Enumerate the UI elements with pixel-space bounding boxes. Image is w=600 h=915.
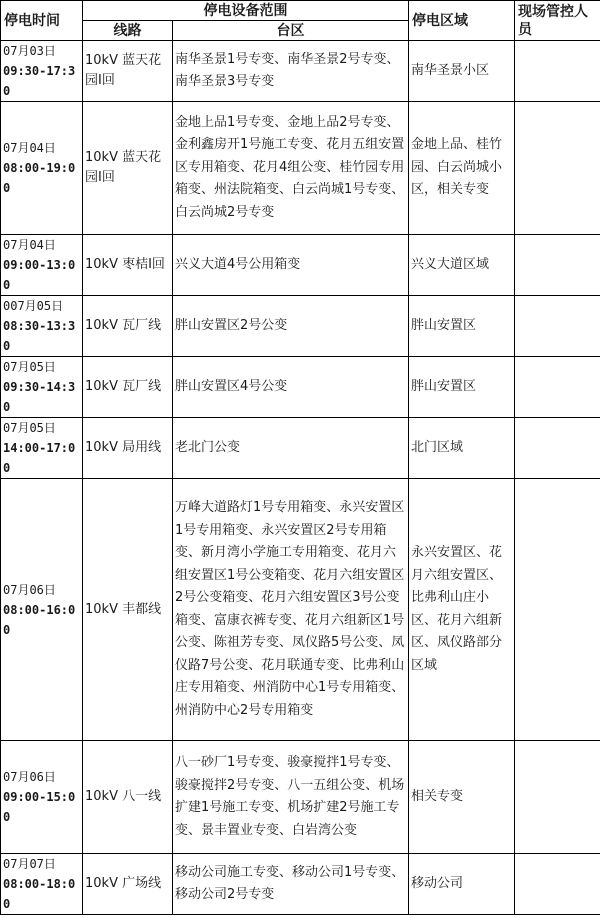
region-cell: 胖山安置区 <box>409 296 515 357</box>
header-area: 台区 <box>173 21 409 41</box>
header-line: 线路 <box>83 21 173 41</box>
region-cell: 胖山安置区 <box>409 357 515 418</box>
line-cell: 10kV 丰都线 <box>83 479 173 741</box>
outage-time-cell <box>1 741 83 854</box>
outage-time-cell <box>1 418 83 479</box>
control-cell <box>515 235 600 296</box>
header-outage-time: 停电时间 <box>1 1 83 41</box>
table-row <box>1 418 600 479</box>
outage-time-cell <box>1 854 83 915</box>
control-cell <box>515 102 600 235</box>
region-cell: 移动公司 <box>409 854 515 915</box>
control-cell <box>515 296 600 357</box>
outage-time-cell <box>1 235 83 296</box>
outage-date: 07月04日 <box>3 235 80 255</box>
control-cell <box>515 357 600 418</box>
header-equipment-scope: 停电设备范围 <box>83 1 409 21</box>
outage-date: 07月07日 <box>3 854 80 874</box>
line-cell: 10kV 蓝天花园I回 <box>83 41 173 102</box>
area-cell: 老北门公变 <box>173 418 409 479</box>
table-row <box>1 357 600 418</box>
outage-hours: 08:30-13:30 <box>3 316 80 356</box>
outage-hours: 14:00-17:00 <box>3 438 80 478</box>
outage-date: 07月03日 <box>3 41 80 61</box>
header-onsite-control: 现场管控人员 <box>515 1 600 41</box>
outage-hours: 09:30-14:30 <box>3 377 80 417</box>
outage-date: 007月05日 <box>3 296 80 316</box>
area-cell: 胖山安置区2号公变 <box>173 296 409 357</box>
region-cell: 永兴安置区、花月六组安置区、比弗利山庄小区、花月六组新区、凤仪路部分区域 <box>409 479 515 741</box>
outage-time-cell <box>1 479 83 741</box>
line-cell: 10kV 瓦厂线 <box>83 296 173 357</box>
outage-date: 07月05日 <box>3 357 80 377</box>
header-outage-region: 停电区域 <box>409 1 515 41</box>
control-cell <box>515 41 600 102</box>
outage-hours: 09:00-13:00 <box>3 255 80 295</box>
area-cell: 南华圣景1号专变、南华圣景2号专变、南华圣景3号专变 <box>173 41 409 102</box>
outage-hours: 08:00-16:00 <box>3 600 80 640</box>
outage-hours: 09:30-17:30 <box>3 61 80 101</box>
line-cell: 10kV 局用线 <box>83 418 173 479</box>
outage-hours: 08:00-19:00 <box>3 158 80 198</box>
control-cell <box>515 854 600 915</box>
region-cell: 金地上品、桂竹园、白云尚城小区，相关专变 <box>409 102 515 235</box>
region-cell: 兴义大道区域 <box>409 235 515 296</box>
table-row <box>1 41 600 102</box>
region-cell: 南华圣景小区 <box>409 41 515 102</box>
outage-date: 07月06日 <box>3 767 80 787</box>
region-cell: 相关专变 <box>409 741 515 854</box>
outage-time-cell <box>1 357 83 418</box>
table-row <box>1 296 600 357</box>
line-cell: 10kV 瓦厂线 <box>83 357 173 418</box>
area-cell: 胖山安置区4号公变 <box>173 357 409 418</box>
outage-time-cell <box>1 41 83 102</box>
table-row <box>1 479 600 741</box>
area-cell: 八一砂厂1号专变、骏豪搅拌1号专变、骏豪搅拌2号专变、八一五组公变、机场扩建1号施工专变、机场扩建2号施工专变、景丰置业专变、白岩湾公变 <box>173 741 409 854</box>
table-row <box>1 102 600 235</box>
line-cell: 10kV 蓝天花园I回 <box>83 102 173 235</box>
outage-date: 07月05日 <box>3 418 80 438</box>
table-row <box>1 235 600 296</box>
table-row <box>1 854 600 915</box>
outage-hours: 09:00-15:00 <box>3 787 80 827</box>
outage-hours: 08:00-18:00 <box>3 874 80 914</box>
line-cell: 10kV 八一线 <box>83 741 173 854</box>
region-cell: 北门区域 <box>409 418 515 479</box>
outage-date: 07月04日 <box>3 138 80 158</box>
outage-time-cell <box>1 102 83 235</box>
area-cell: 兴义大道4号公用箱变 <box>173 235 409 296</box>
area-cell: 移动公司施工专变、移动公司1号专变、移动公司2号专变 <box>173 854 409 915</box>
line-cell: 10kV 枣桔I回 <box>83 235 173 296</box>
control-cell <box>515 741 600 854</box>
control-cell <box>515 479 600 741</box>
outage-time-cell <box>1 296 83 357</box>
table-row <box>1 741 600 854</box>
control-cell <box>515 418 600 479</box>
outage-date: 07月06日 <box>3 580 80 600</box>
area-cell: 万峰大道路灯1号专用箱变、永兴安置区1号专用箱变、永兴安置区2号专用箱变、新月湾小学施工专用箱变、花月六组安置区1号公变箱变、花月六组安置区2号公变箱变、花月六组安置区3号公变箱变、富康衣裤专变、花月六组新区1号公变、陈祖芳专变、凤仪路5号公变、凤仪路7号公变、花月联通专变、比弗利山庄专用箱变、州消防中心1号专用箱变、州消防中心2号专用箱变 <box>173 479 409 741</box>
area-cell: 金地上品1号专变、金地上品2号专变、金利鑫房开1号施工专变、花月五组安置区专用箱变、花月4组公变、桂竹园专用箱变、州法院箱变、白云尚城1号专变、白云尚城2号专变 <box>173 102 409 235</box>
line-cell: 10kV 广场线 <box>83 854 173 915</box>
